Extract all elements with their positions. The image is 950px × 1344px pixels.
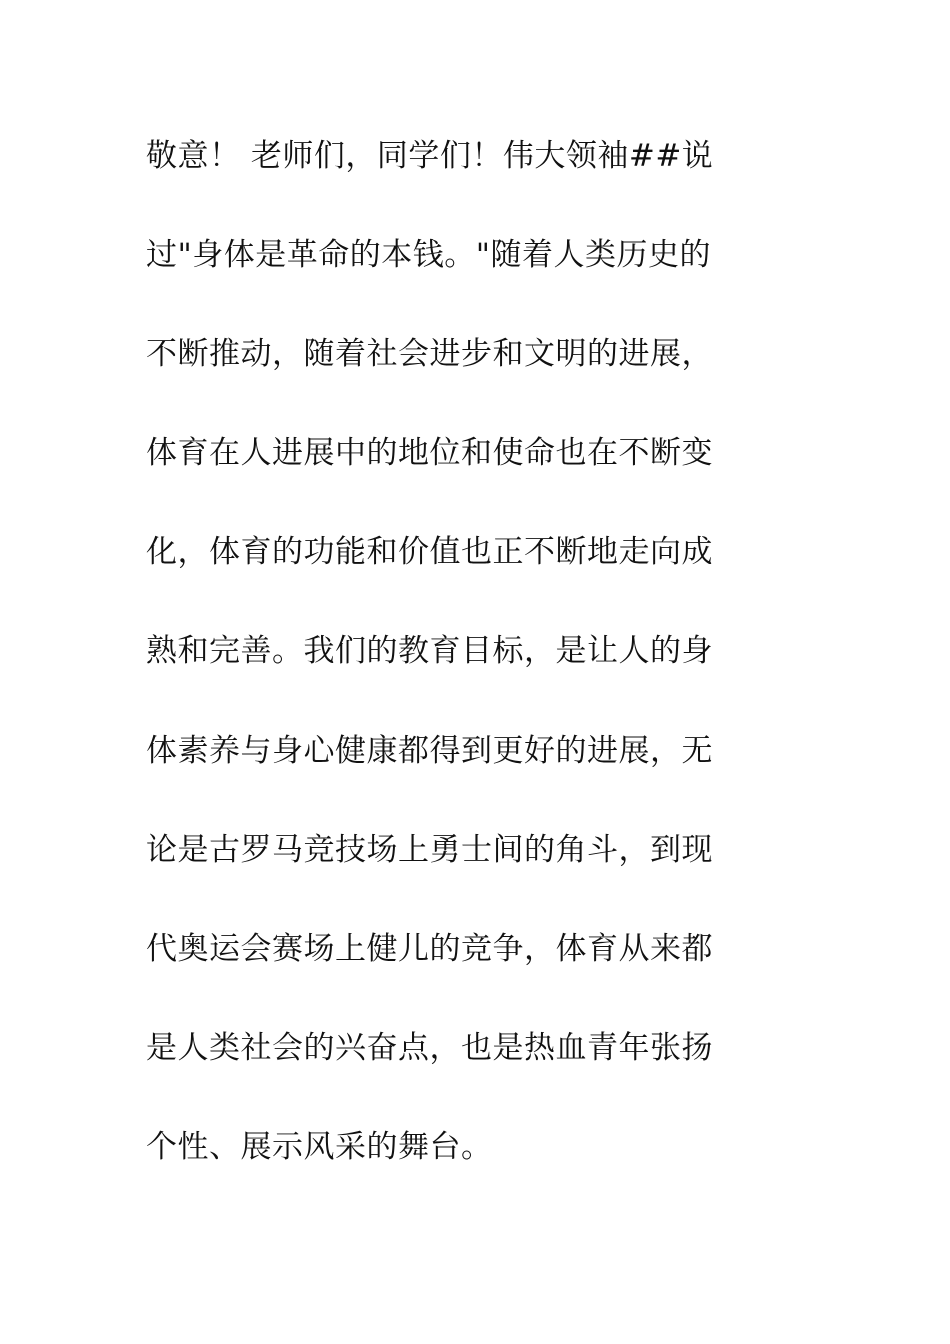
text-line-9: 代奥运会赛场上健儿的竞争，体育从来都	[146, 930, 713, 967]
text-line-3: 不断推动，随着社会进步和文明的进展，	[146, 336, 713, 373]
text-line-1: 敬意！ 老师们，同学们！伟大领袖##说	[146, 138, 714, 174]
text-line-2: 过"身体是革命的本钱。"随着人类历史的	[146, 237, 712, 274]
text-line-4: 体育在人进展中的地位和使命也在不断变	[146, 435, 713, 472]
text-line-5: 化，体育的功能和价值也正不断地走向成	[146, 534, 713, 571]
body-paragraph	[146, 126, 806, 1216]
text-line-10: 是人类社会的兴奋点，也是热血青年张扬	[146, 1029, 713, 1066]
text-line-7: 体素养与身心健康都得到更好的进展，无	[146, 732, 713, 769]
text-line-8: 论是古罗马竞技场上勇士间的角斗，到现	[146, 831, 713, 868]
text-line-11: 个性、展示风采的舞台。	[146, 1128, 493, 1165]
text-line-6: 熟和完善。我们的教育目标，是让人的身	[146, 633, 713, 670]
